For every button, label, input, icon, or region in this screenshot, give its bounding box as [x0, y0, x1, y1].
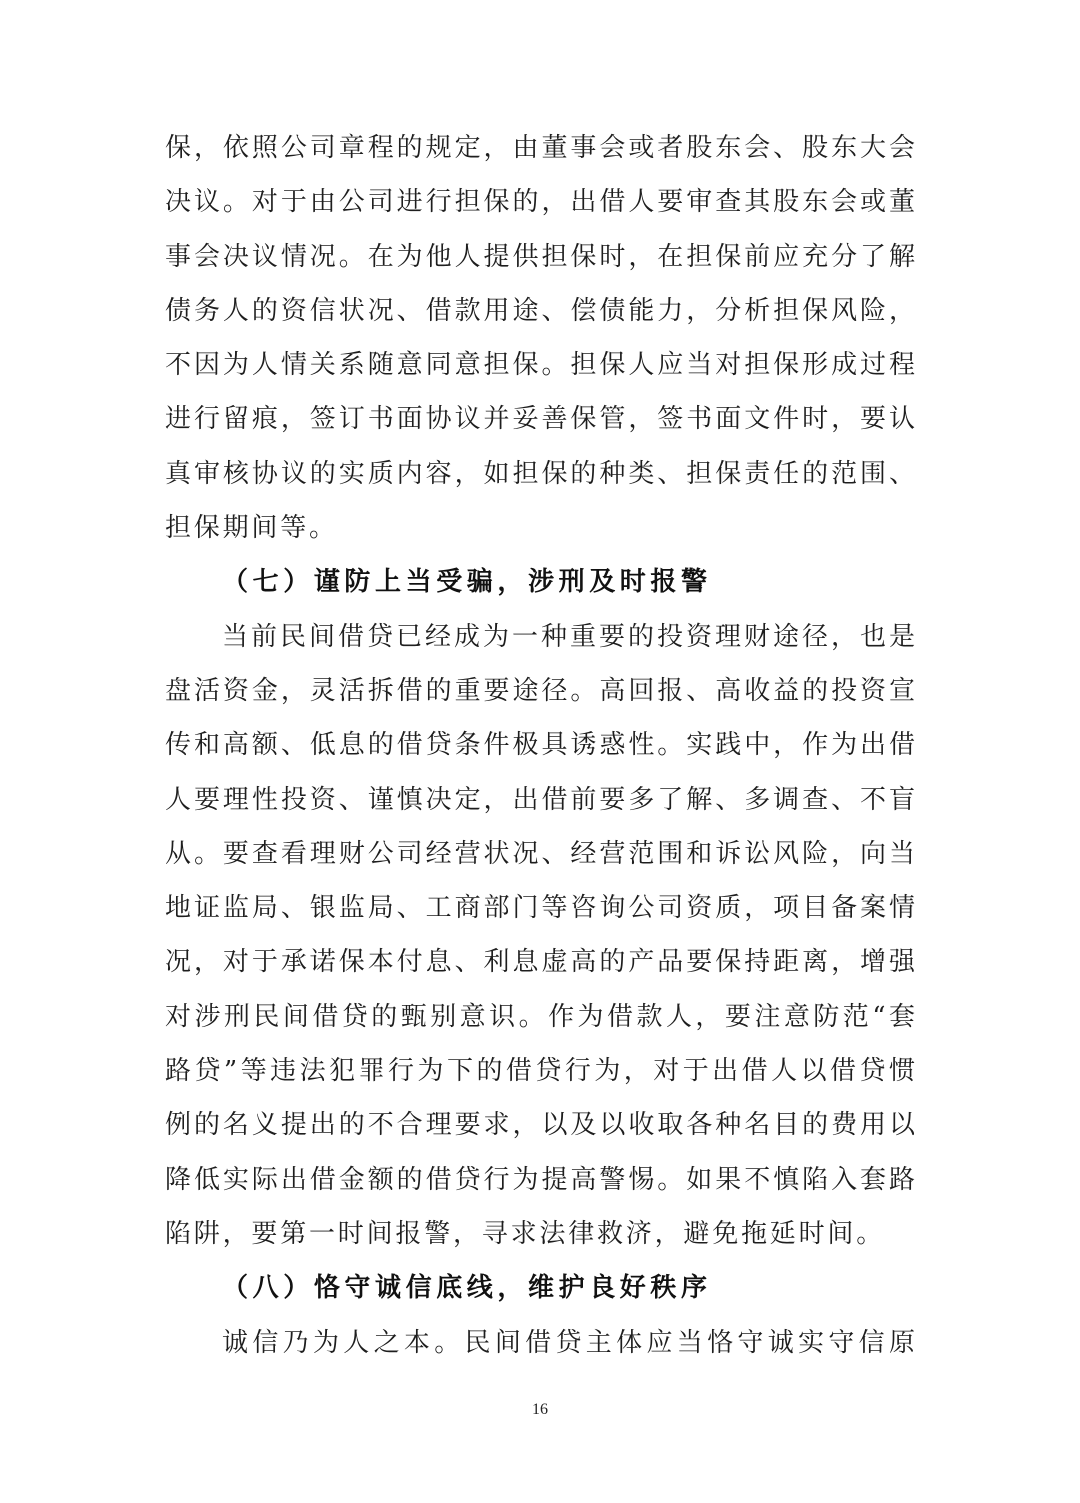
section-heading-7: （七）谨防上当受骗，涉刑及时报警 [222, 567, 712, 598]
text-line: 保，依照公司章程的规定，由董事会或者股东会、股东大会 [165, 133, 915, 163]
text-line: 从。要查看理财公司经营状况、经营范围和诉讼风险，向当 [165, 838, 915, 869]
text-line: 担保期间等。 [165, 513, 338, 544]
text-line: 当前民间借贷已经成为一种重要的投资理财途径，也是 [222, 621, 915, 652]
text-line: 不因为人情关系随意同意担保。担保人应当对担保形成过程 [165, 350, 915, 381]
text-line: 陷阱，要第一时间报警，寻求法律救济，避免拖延时间。 [165, 1218, 886, 1249]
section-heading-8: （八）恪守诚信底线，维护良好秩序 [222, 1273, 712, 1304]
text-line: 诚信乃为人之本。民间借贷主体应当恪守诚实守信原 [222, 1327, 915, 1358]
text-line: 地证监局、银监局、工商部门等咨询公司资质，项目备案情 [165, 893, 915, 924]
body-text [165, 121, 915, 1370]
paragraph-section-8 [165, 1316, 915, 1370]
text-line: 对涉刑民间借贷的甄别意识。作为借款人，要注意防范“套 [165, 1001, 915, 1032]
text-line: 进行留痕，签订书面协议并妥善保管，签书面文件时，要认 [165, 404, 915, 435]
text-line: 况，对于承诺保本付息、利息虚高的产品要保持距离，增强 [165, 947, 915, 978]
paragraph-continuation [165, 121, 915, 555]
text-line: 事会决议情况。在为他人提供担保时，在担保前应充分了解 [165, 241, 915, 272]
text-line: 路贷”等违法犯罪行为下的借贷行为，对于出借人以借贷惯 [165, 1056, 915, 1087]
paragraph-section-7 [165, 610, 915, 1262]
text-line: 人要理性投资、谨慎决定，出借前要多了解、多调查、不盲 [165, 784, 915, 815]
page-number: 16 [532, 1401, 548, 1418]
text-line: 决议。对于由公司进行担保的，出借人要审查其股东会或董 [165, 187, 915, 218]
text-line: 盘活资金，灵活拆借的重要途径。高回报、高收益的投资宣 [165, 675, 915, 706]
text-line: 降低实际出借金额的借贷行为提高警惕。如果不慎陷入套路 [165, 1164, 915, 1195]
text-line: 例的名义提出的不合理要求，以及以收取各种名目的费用以 [165, 1110, 915, 1141]
text-line: 真审核协议的实质内容，如担保的种类、担保责任的范围、 [165, 458, 915, 489]
text-line: 传和高额、低息的借贷条件极具诱惑性。实践中，作为出借 [165, 730, 915, 761]
text-line: 债务人的资信状况、借款用途、偿债能力，分析担保风险， [165, 295, 915, 326]
